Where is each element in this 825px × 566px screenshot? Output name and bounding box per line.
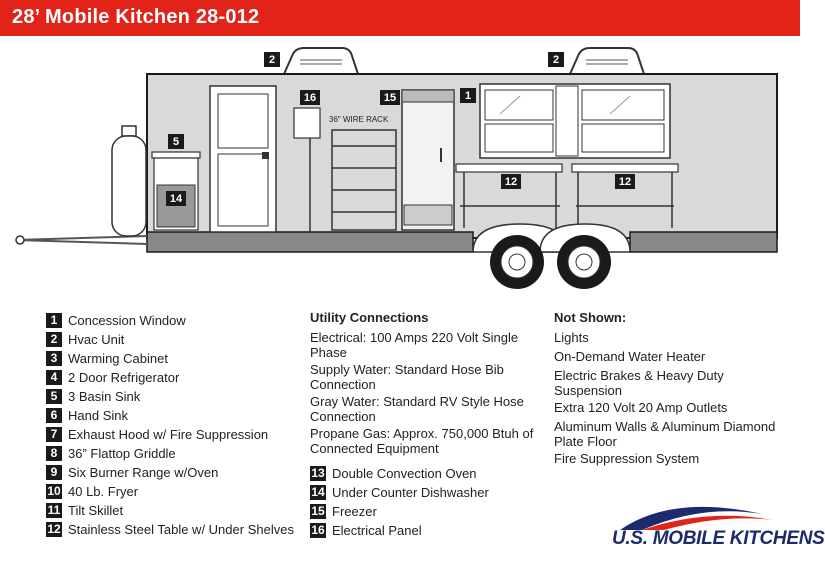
trailer-skirt-front (147, 232, 473, 252)
legend-number: 3 (46, 351, 62, 366)
legend-label: Hand Sink (68, 408, 128, 423)
marker-panel (300, 90, 320, 105)
legend-number: 10 (47, 484, 61, 498)
legend-number: 14 (311, 485, 325, 499)
legend-item (46, 408, 128, 423)
marker-window (460, 88, 476, 103)
company-logo (612, 500, 825, 560)
marker-table-left (501, 174, 521, 189)
logo-text: U.S. MOBILE KITCHENS (612, 528, 825, 549)
legend-label: 3 Basin Sink (68, 389, 141, 404)
legend-item (310, 504, 377, 519)
legend-label: Electrical Panel (332, 523, 422, 538)
legend-number: 2 (46, 332, 62, 347)
legend-number: 8 (46, 446, 62, 461)
legend-label: 40 Lb. Fryer (68, 484, 139, 499)
trailer-diagram (0, 36, 800, 298)
legend-label: Stainless Steel Table w/ Under Shelves (68, 522, 294, 537)
legend-item (46, 427, 268, 442)
utility-line: Propane Gas: Approx. 750,000 Btuh of Connected Equipment (310, 426, 534, 456)
legend-item (46, 465, 218, 480)
legend-number: 5 (46, 389, 62, 404)
legend-number: 4 (46, 370, 62, 385)
not-shown-item: On-Demand Water Heater (554, 349, 706, 364)
not-shown-item: Lights (554, 330, 589, 345)
legend-label: Freezer (332, 504, 377, 519)
legend-item (46, 370, 179, 385)
not-shown-item: Extra 120 Volt 20 Amp Outlets (554, 400, 728, 415)
utility-line: Supply Water: Standard Hose Bib Connection (310, 362, 504, 392)
concession-window (480, 84, 670, 158)
legend-number: 1 (46, 313, 62, 328)
svg-text:5: 5 (172, 136, 180, 148)
legend-label: Warming Cabinet (68, 351, 168, 366)
svg-text:12: 12 (504, 176, 518, 188)
not-shown-item: Electric Brakes & Heavy Duty Suspension (554, 368, 724, 398)
utility-line: Gray Water: Standard RV Style Hose Connection (310, 394, 524, 424)
marker-freezer (380, 90, 400, 105)
marker-sink (168, 134, 184, 149)
marker-hvac-right (548, 52, 564, 67)
svg-text:2: 2 (268, 54, 276, 66)
wire-rack-label: 36" WIRE RACK (329, 115, 389, 124)
legend-number: 9 (46, 465, 62, 480)
propane-tank (112, 126, 146, 236)
legend-item (46, 503, 123, 518)
svg-text:12: 12 (618, 176, 632, 188)
wheels (473, 224, 630, 289)
entry-door (210, 86, 276, 232)
legend-number: 12 (47, 522, 61, 536)
legend-label: 36” Flattop Griddle (68, 446, 176, 461)
page-title: 28’ Mobile Kitchen 28-012 (12, 6, 260, 28)
svg-text:14: 14 (169, 193, 183, 205)
legend-number: 16 (311, 523, 325, 537)
not-shown-item: Aluminum Walls & Aluminum Diamond Plate Floor (554, 419, 776, 449)
legend-label: Concession Window (68, 313, 186, 328)
legend-label: Six Burner Range w/Oven (68, 465, 219, 480)
legend-item (46, 332, 124, 347)
legend-item (310, 466, 477, 481)
svg-text:2: 2 (552, 54, 560, 66)
hvac-unit-right (570, 48, 644, 74)
legend-number: 7 (46, 427, 62, 442)
utility-heading: Utility Connections (310, 310, 429, 325)
freezer (402, 90, 454, 230)
trailer-skirt-rear (630, 232, 777, 252)
legend-item (310, 523, 422, 538)
legend-label: Tilt Skillet (68, 503, 124, 518)
header-bar (0, 0, 800, 36)
legend-label: Double Convection Oven (332, 466, 477, 481)
marker-dishwasher (166, 191, 186, 206)
svg-text:16: 16 (303, 92, 317, 104)
svg-text:15: 15 (383, 92, 397, 104)
legend-label: Hvac Unit (68, 332, 125, 347)
svg-text:1: 1 (464, 90, 472, 102)
legend-item (310, 485, 489, 500)
hvac-unit-left (284, 48, 358, 74)
legend-item (46, 351, 168, 366)
not-shown-item: Fire Suppression System (554, 451, 700, 466)
marker-hvac-left (264, 52, 280, 67)
legend-number: 11 (47, 503, 61, 517)
legend-number: 6 (46, 408, 62, 423)
hitch (16, 236, 147, 244)
not-shown-heading: Not Shown: (554, 310, 627, 325)
legend-item (46, 446, 176, 461)
legend-number: 15 (311, 504, 325, 518)
legend-item (46, 313, 186, 328)
legend-label: 2 Door Refrigerator (68, 370, 180, 385)
utility-line: Electrical: 100 Amps 220 Volt Single Phase (310, 330, 519, 360)
legend-item (46, 522, 298, 537)
legend-number: 13 (311, 466, 325, 480)
legend-item (46, 389, 140, 404)
legend-item (46, 484, 138, 499)
legend-label: Exhaust Hood w/ Fire Suppression (68, 427, 269, 442)
legend-label: Under Counter Dishwasher (332, 485, 489, 500)
marker-table-right (615, 174, 635, 189)
